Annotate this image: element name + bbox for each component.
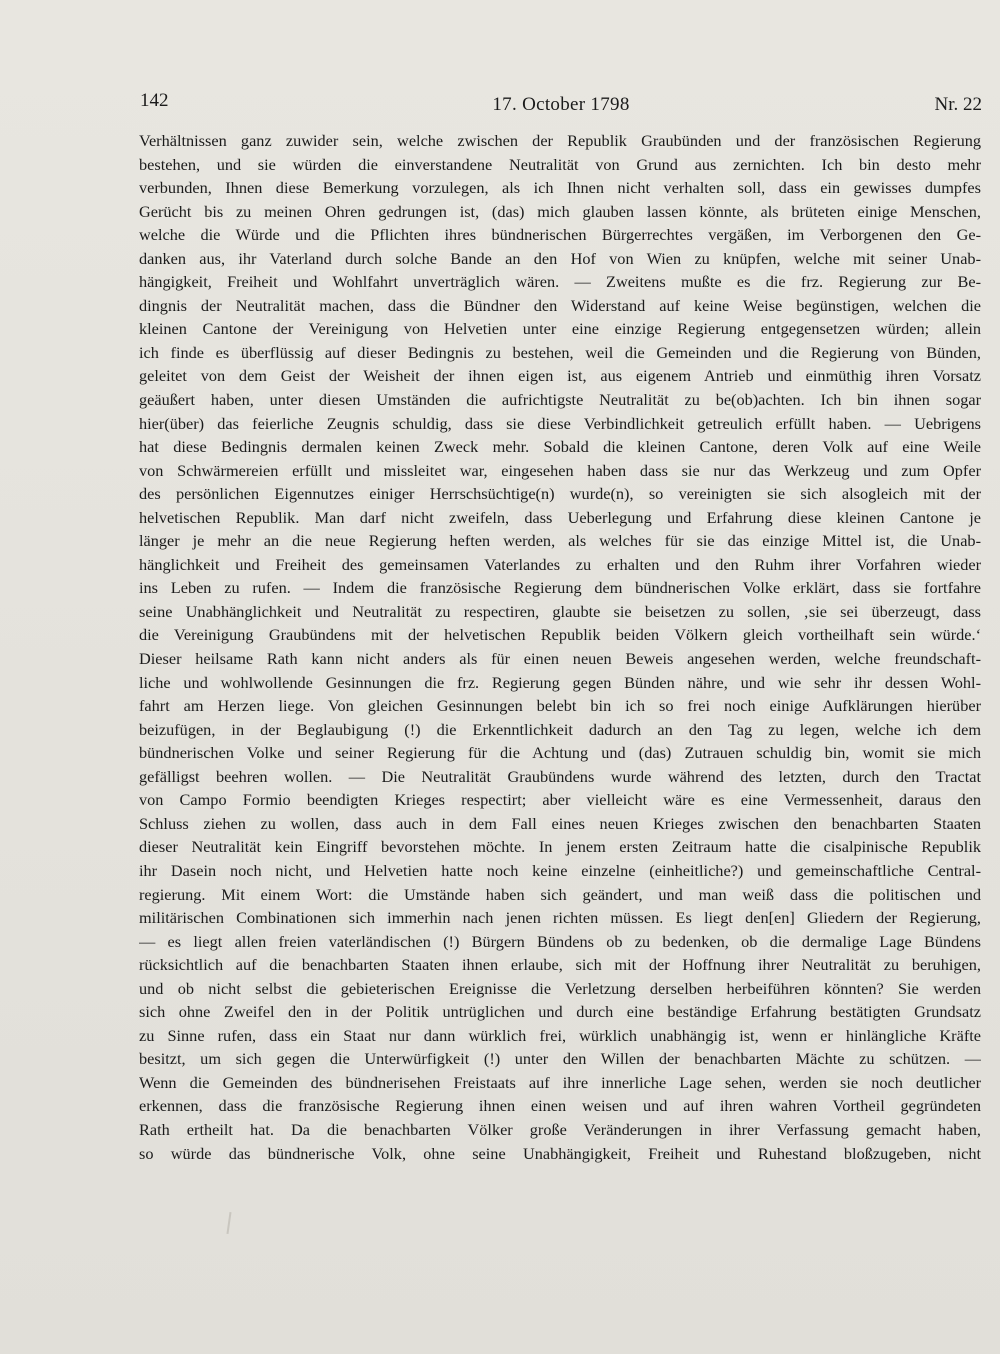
page-header bbox=[140, 90, 982, 116]
text-line: dingnis der Neutralität machen, dass die Bündner den Widerstand auf keine Weise begünstigen, welchen die bbox=[139, 295, 981, 315]
text-line: hänglichkeit und Freiheit des gemeinsamen Vaterlandes zu erhalten und den Ruhm ihrer Vorfahren wieder bbox=[139, 554, 981, 574]
text-line: und ob nicht selbst die gebieterischen Ereignisse die Verletzung derselben herbeiführen könnten? Sie werden bbox=[139, 978, 981, 998]
text-line: — es liegt allen freien vaterländischen (!) Bürgern Bündens ob zu bedenken, ob die dermalige Lage Bündens bbox=[139, 931, 981, 951]
text-line: dieser Neutralität kein Eingriff bevorstehen möchte. In jenem ersten Zeitraum hatte die cisalpinische Republik bbox=[139, 837, 981, 857]
text-line: bündnerischen Volke und seiner Regierung für die Achtung und (das) Zutrauen schuldig bin, womit sie mich bbox=[139, 743, 981, 763]
text-line: verbunden, Ihnen diese Bemerkung vorzulegen, als ich Ihnen nicht verhalten soll, dass ein gewisses dumpfes bbox=[139, 178, 981, 198]
text-line: hängigkeit, Freiheit und Wohlfahrt unverträglich wären. — Zweitens mußte es die frz. Regierung zur Be- bbox=[139, 272, 981, 292]
text-line: hier(über) das feierliche Zeugnis schuldig, dass sie diese Verbindlichkeit getreulich erfüllt haben. — Uebrigens bbox=[139, 413, 981, 433]
text-line: so würde das bündnerische Volk, ohne seine Unabhängigkeit, Freiheit und Ruhestand bloßzugeben, nicht bbox=[139, 1143, 981, 1163]
text-line: Verhältnissen ganz zuwider sein, welche zwischen der Republik Graubünden und der französischen Regierung bbox=[139, 131, 981, 150]
text-line: die Vereinigung Graubündens mit der helvetischen Republik beiden Völkern gleich vortheilhaft sein würde.‘ bbox=[139, 625, 981, 645]
page-number: 142 bbox=[140, 90, 169, 111]
text-line: Wenn die Gemeinden des bündnerisehen Freistaats auf ihre innerliche Lage sehen, werden sie noch deutlicher bbox=[139, 1072, 981, 1092]
text-line: sich ohne Zweifel den in der Politik untrüglichen und durch eine beständige Erfahrung bestätigten Grundsatz bbox=[139, 1002, 981, 1022]
text-line: geleitet von dem Geist der Weisheit der ihnen eigen ist, aus eigenem Antrieb und einmüthig ihren Vorsatz bbox=[139, 366, 981, 386]
text-line: beizufügen, in der Beglaubigung (!) die Erkenntlichkeit dadurch an den Tag zu legen, welche ich dem bbox=[139, 719, 981, 739]
text-line: danken aus, ihr Vaterland durch solche Bande an den Hof von Wien zu knüpfen, welche mit seiner Unab- bbox=[139, 248, 981, 268]
text-line: erkennen, dass die französische Regierung ihnen einen weisen und auf ihren wahren Vortheil gegründeten bbox=[139, 1096, 981, 1116]
text-line: Gerücht bis zu meinen Ohren gedrungen ist, (das) mich glauben lassen könnte, als brüteten einige Menschen, bbox=[139, 201, 981, 221]
text-line: Dieser heilsame Rath kann nicht anders als für einen neuen Beweis angesehen werden, welche freundschaft- bbox=[139, 649, 981, 669]
text-line: des persönlichen Eigennutzes einiger Herrschsüchtige(n) wurde(n), so vereinigten sie sich alsogleich mit der bbox=[139, 484, 981, 504]
text-line: welche die Würde und die Pflichten ihres bündnerischen Bürgerrechtes vergäßen, im Verborgenen den Ge- bbox=[139, 225, 981, 245]
text-line: von Campo Formio beendigten Krieges respectirt; aber vielleicht wäre es eine Vermessenheit, daraus den bbox=[139, 790, 981, 810]
paper-mark bbox=[226, 1212, 231, 1234]
running-header-date: 17. October 1798 bbox=[492, 94, 630, 115]
text-line: helvetischen Republik. Man darf nicht zweifeln, dass Ueberlegung und Erfahrung diese kleinen Cantone je bbox=[139, 507, 981, 527]
text-line: ihr Dasein noch nicht, und Helvetien hatte noch keine einzelne (einheitliche?) und gemeinschaftliche Central- bbox=[139, 860, 981, 880]
text-line: ins Leben zu rufen. — Indem die französische Regierung dem bündnerischen Volke erklärt, dass sie fortfahre bbox=[139, 578, 981, 598]
body-text bbox=[139, 129, 981, 1165]
text-line: zu Sinne rufen, dass ein Staat nur dann würklich frei, würklich unabhängig ist, wenn er hinlängliche Kräfte bbox=[139, 1025, 981, 1045]
text-line: gefälligst beehren wollen. — Die Neutralität Graubündens wurde während des letzten, durch den Tractat bbox=[139, 766, 981, 786]
text-line: besitzt, um sich gegen die Unterwürfigkeit (!) unter den Willen der benachbarten Mächte zu schützen. — bbox=[139, 1049, 981, 1069]
text-line: rücksichtlich auf die benachbarten Staaten ihnen erlaube, sich mit der Hoffnung ihrer Neutralität zu beruhigen, bbox=[139, 955, 981, 975]
document-number: Nr. 22 bbox=[934, 94, 982, 115]
text-line: hat diese Bedingnis dermalen keinen Zweck mehr. Sobald die kleinen Cantone, deren Volk auf eine Weile bbox=[139, 437, 981, 457]
text-line: geäußert haben, unter diesen Umständen die aufrichtigste Neutralität zu be(ob)achten. Ich bin ihnen sogar bbox=[139, 390, 981, 410]
text-line: militärischen Combinationen sich immerhin nach jenen richten müssen. Es liegt den[en] Gliedern der Regierung, bbox=[139, 908, 981, 928]
text-line: bestehen, und sie würden die einverstandene Neutralität von Grund aus zernichten. Ich bin desto mehr bbox=[139, 154, 981, 174]
text-line: Schluss ziehen zu wollen, dass auch in dem Fall eines neuen Krieges zwischen den benachbarten Staaten bbox=[139, 813, 981, 833]
text-line: fahrt am Herzen liege. Von gleichen Gesinnungen belebt bin ich so frei noch einige Aufklärungen hierüber bbox=[139, 696, 981, 716]
text-line: liche und wohlwollende Gesinnungen die frz. Regierung gegen Bünden nähre, und wie sehr ihr dessen Wohl- bbox=[139, 672, 981, 692]
text-line: kleinen Cantone der Vereinigung von Helvetien unter eine einzige Regierung entgegensetzen würden; allein bbox=[139, 319, 981, 339]
text-line: Rath ertheilt hat. Da die benachbarten Völker große Veränderungen in ihrer Verfassung gemacht haben, bbox=[139, 1119, 981, 1139]
text-line: ich finde es überflüssig auf dieser Bedingnis zu bestehen, weil die Gemeinden und die Regierung von Bünden, bbox=[139, 342, 981, 362]
text-line: regierung. Mit einem Wort: die Umstände haben sich geändert, und man weiß dass die politischen und bbox=[139, 884, 981, 904]
text-line: von Schwärmereien erfüllt und missleitet war, eingesehen haben dass sie nur das Werkzeug und zum Opfer bbox=[139, 460, 981, 480]
text-line: länger je mehr an die neue Regierung heften werden, als welches für sie das einzige Mittel ist, die Unab- bbox=[139, 531, 981, 551]
text-line: seine Unabhänglichkeit und Neutralität zu respectiren, glaubte sie beisetzen zu sollen, ‚sie sei überzeugt, dass bbox=[139, 601, 981, 621]
